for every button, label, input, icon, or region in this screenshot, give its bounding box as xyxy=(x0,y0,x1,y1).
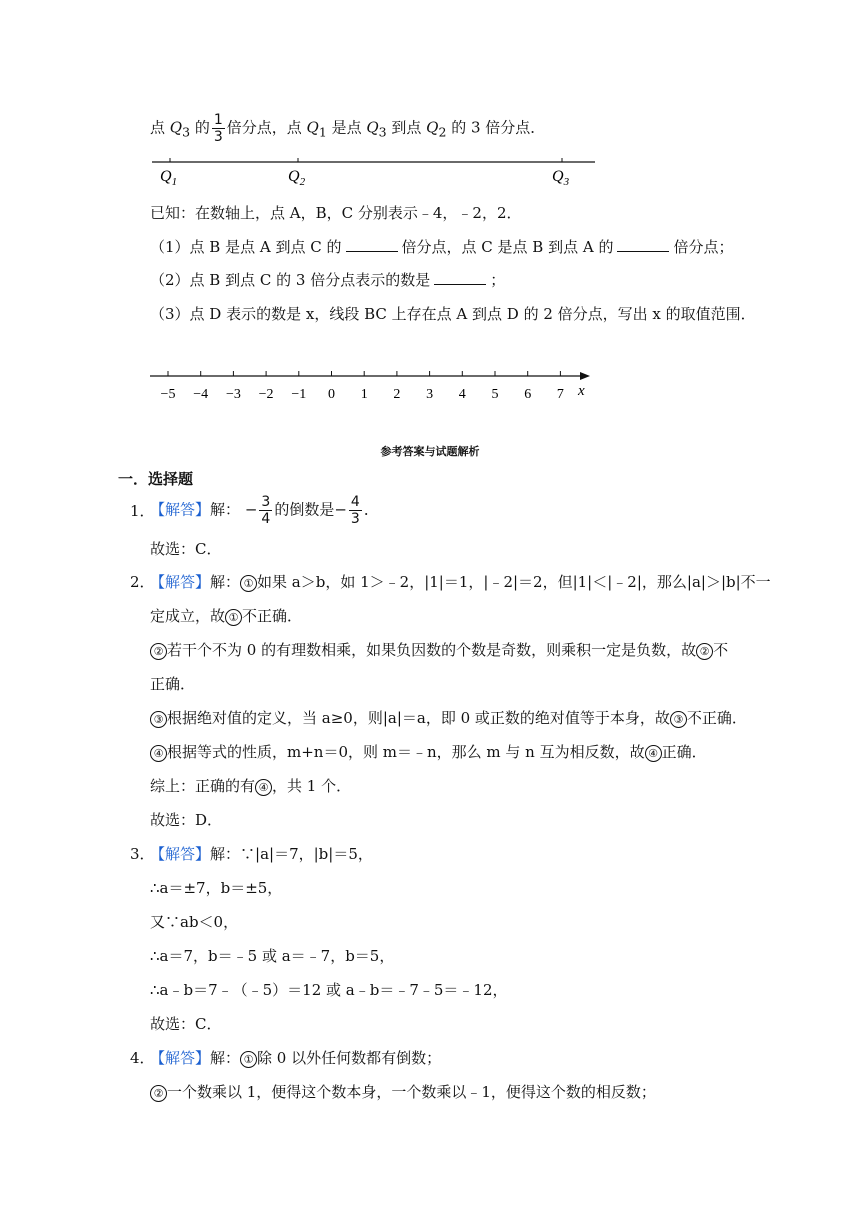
q3-label: $Q_3$ xyxy=(552,168,570,188)
answer-1-choice: 故选：C． xyxy=(150,540,222,558)
answer-blank xyxy=(434,270,486,285)
q1-label: $Q_1$ xyxy=(160,168,178,188)
answer-2-number: 2． xyxy=(130,573,155,591)
section-heading: 一．选择题 xyxy=(118,470,194,488)
answer-4-line-2: ② 一个数乘以 1，便得这个数本身，一个数乘以﹣1，便得这个数的相反数； xyxy=(150,1081,656,1103)
answer-2-line-7: 综上：正确的有 ④ ，共 1 个． xyxy=(150,777,352,795)
answer-2-line-5: ③ 根据绝对值的定义，当 a≥0，则|a|＝a，即 0 或正数的绝对值等于本身，故 ③ 不正确． xyxy=(150,707,747,729)
answer-2-line-3: ② 若干个不为 0 的有理数相乘，如果负因数的个数是奇数，则乘积一定是负数，故 ② 不 xyxy=(150,639,728,661)
question-3: （3）点 D 表示的数是 x，线段 BC 上存在点 A 到点 D 的 2 倍分点，写出 x 的取值范围． xyxy=(150,305,756,323)
answer-3-line-4: ∴a＝7，b＝﹣5 或 a＝﹣7，b＝5， xyxy=(150,947,395,965)
fraction-one-third: $\frac{1}{3}$ xyxy=(213,112,223,145)
axis-tick-label: −1 xyxy=(291,387,307,402)
axis-tick-label: 4 xyxy=(458,387,466,402)
answer-blank xyxy=(346,237,398,252)
axis-tick-label: 7 xyxy=(556,387,564,402)
fraction-four-thirds: $\frac{4}{3}$ xyxy=(350,494,360,527)
definition-line: 点 $Q_3$ 的 $\frac{1}{3}$ 倍分点，点 $Q_1$ 是点 $Q_3$ 到点 $Q_2$ 的 3 倍分点． xyxy=(150,112,546,145)
axis-tick-label: 3 xyxy=(426,387,434,402)
answer-3-choice: 故选：C． xyxy=(150,1015,222,1033)
answer-section-title: 参考答案与试题解析 xyxy=(380,445,480,458)
minus-sign: − xyxy=(244,500,258,519)
axis-tick-label: 6 xyxy=(524,387,532,402)
answer-2-choice: 故选：D． xyxy=(150,811,223,829)
answer-3-line-1: 【解答】解：∵|a|＝7，|b|＝5， xyxy=(150,845,373,863)
axis-tick-label: 1 xyxy=(360,387,368,402)
axis-tick-label: 5 xyxy=(491,387,499,402)
minus-sign: − xyxy=(334,500,347,519)
answer-1-number: 1． xyxy=(130,502,155,520)
axis-tick-label: −5 xyxy=(160,387,176,402)
answer-3-line-2: ∴a＝±7，b＝±5， xyxy=(150,879,283,897)
answer-2-line-2: 定成立，故 ① 不正确． xyxy=(150,607,303,625)
answer-2-line-1: 【解答】解： ① 如果 a＞b，如 1＞﹣2，|1|＝1，|﹣2|＝2，但|1|＜|﹣2|，那么|a|＞|b|不一 xyxy=(150,573,771,591)
axis-arrow xyxy=(580,372,590,380)
axis-tick-label: 0 xyxy=(328,387,335,402)
axis-tick-label: 2 xyxy=(393,387,401,402)
given-statement: 已知：在数轴上，点 A，B，C 分别表示﹣4，﹣2，2． xyxy=(150,204,522,222)
q-number-line xyxy=(140,150,610,195)
axis-variable-label: x xyxy=(578,383,585,399)
answer-3-line-3: 又∵ab＜0， xyxy=(150,913,239,931)
answer-2-line-4: 正确． xyxy=(150,675,196,693)
answer-3-number: 3． xyxy=(130,845,155,863)
axis-tick-label: −3 xyxy=(225,387,241,402)
answer-4-number: 4． xyxy=(130,1049,155,1067)
q2-label: $Q_2$ xyxy=(288,168,306,188)
answer-1-line: 【解答】解： − $\frac{3}{4}$ 的倒数是− $\frac{4}{3}$ ． xyxy=(150,494,379,527)
integer-number-line xyxy=(140,362,600,410)
axis-tick-label: −4 xyxy=(193,387,209,402)
axis-tick-label: −2 xyxy=(258,387,274,402)
answer-2-line-6: ④ 根据等式的性质，m+n＝0，则 m＝﹣n，那么 m 与 n 互为相反数，故 ④ 正确． xyxy=(150,741,707,763)
answer-blank xyxy=(617,237,669,252)
question-2: （2）点 B 到点 C 的 3 倍分点表示的数是 ； xyxy=(150,271,506,289)
question-1: （1）点 B 是点 A 到点 C 的 倍分点，点 C 是点 B 到点 A 的 倍分点； xyxy=(150,238,734,256)
answer-4-line-1: 【解答】解： ① 除 0 以外任何数都有倒数； xyxy=(150,1049,442,1067)
fraction-three-fourths: $\frac{3}{4}$ xyxy=(261,494,271,527)
answer-3-line-5: ∴a﹣b＝7﹣（﹣5）＝12 或 a﹣b＝﹣7﹣5＝﹣12， xyxy=(150,981,508,999)
